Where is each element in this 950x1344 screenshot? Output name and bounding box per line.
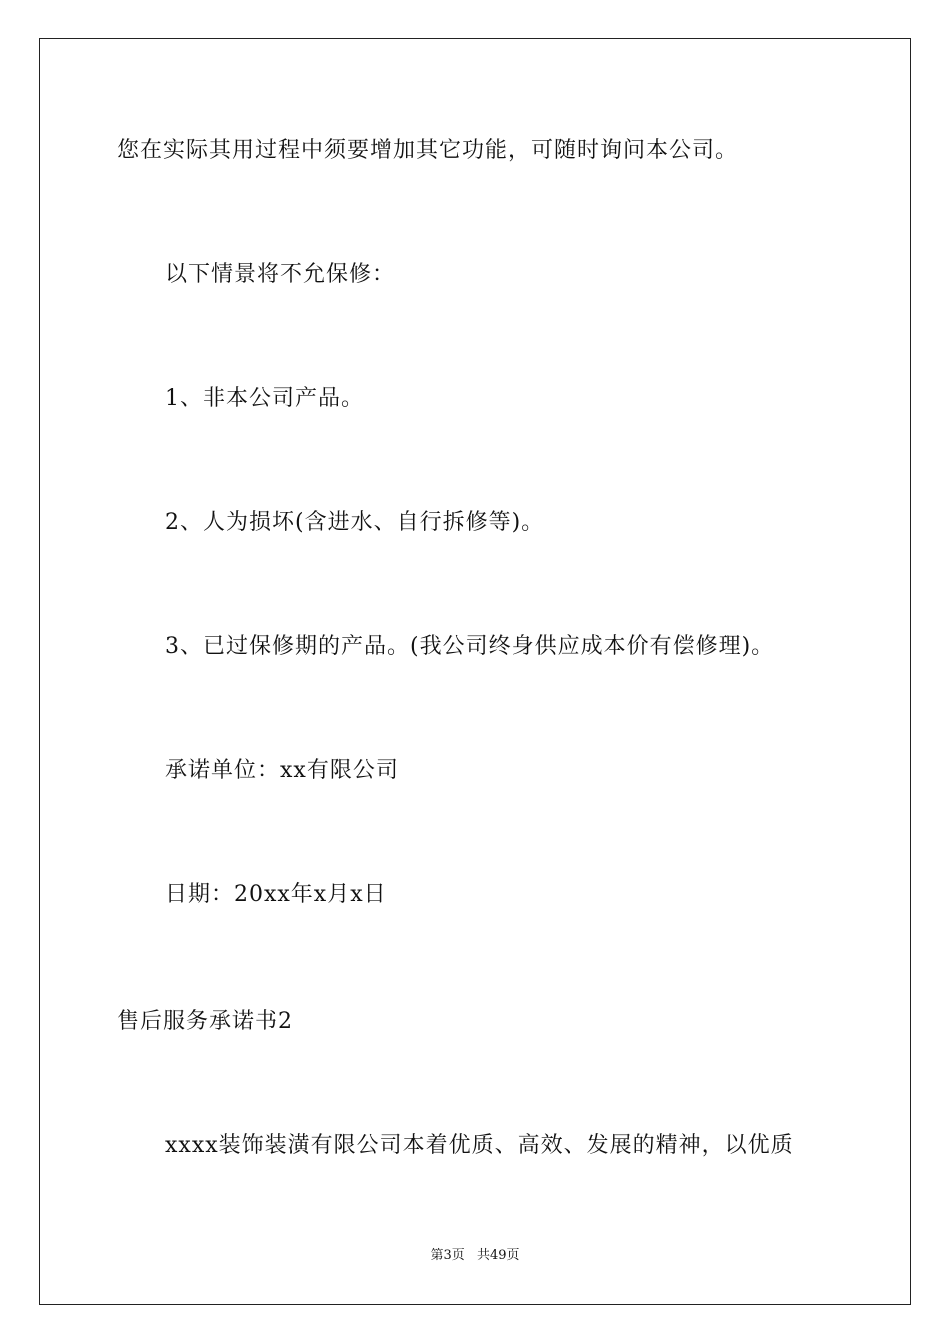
paragraph-company-intro: xxxx装饰装潢有限公司本着优质、高效、发展的精神，以优质 bbox=[165, 1133, 794, 1158]
list-item-3: 3、已过保修期的产品。(我公司终身供应成本价有偿修理)。 bbox=[165, 634, 775, 659]
page-footer bbox=[0, 1247, 950, 1265]
page-frame bbox=[39, 38, 911, 1305]
page-number: 第3页 bbox=[430, 1248, 465, 1263]
commitment-unit: 承诺单位：xx有限公司 bbox=[165, 758, 399, 783]
page-total: 共49页 bbox=[476, 1248, 520, 1263]
list-item-1: 1、非本公司产品。 bbox=[165, 386, 364, 411]
paragraph-intro: 您在实际其用过程中须要增加其它功能，可随时询问本公司。 bbox=[117, 138, 739, 163]
commitment-date: 日期：20xx年x月x日 bbox=[165, 882, 387, 907]
list-item-2: 2、人为损坏(含进水、自行拆修等)。 bbox=[165, 510, 545, 535]
paragraph-no-warranty-heading: 以下情景将不允保修： bbox=[165, 262, 396, 287]
section-title: 售后服务承诺书2 bbox=[117, 1009, 293, 1034]
